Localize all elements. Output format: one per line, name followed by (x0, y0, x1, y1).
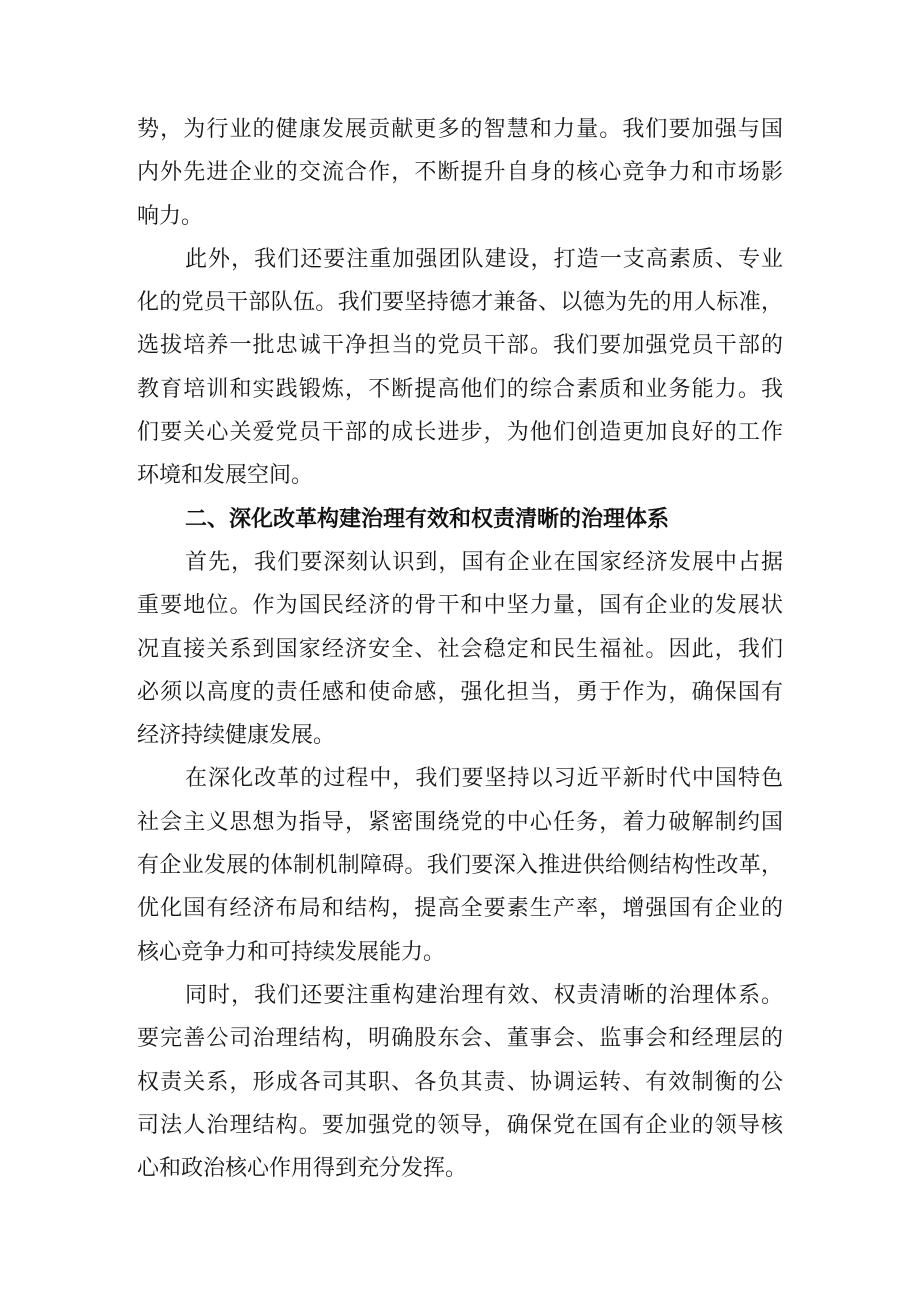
text-line: 心和政治核心作用得到充分发挥。 (137, 1156, 468, 1182)
text-line: 司法人治理结构。要加强党的领导，确保党在国有企业的领导核 (137, 1112, 783, 1138)
text-line: 权责关系，形成各司其职、各负其责、协调运转、有效制衡的公 (137, 1069, 783, 1095)
text-line: 重要地位。作为国民经济的骨干和中坚力量，国有企业的发展状 (137, 593, 783, 619)
text-line: 首先，我们要深刻认识到，国有企业在国家经济发展中占据 (185, 549, 783, 575)
text-line: 们要关心关爱党员干部的成长进步，为他们创造更加良好的工作 (137, 420, 783, 446)
paragraph (137, 757, 783, 973)
text-line: 此外，我们还要注重加强团队建设，打造一支高素质、专业 (185, 246, 783, 272)
text-line: 有企业发展的体制机制障碍。我们要深入推进供给侧结构性改革， (137, 853, 783, 879)
text-line: 同时，我们还要注重构建治理有效、权责清晰的治理体系。 (185, 982, 783, 1008)
text-line: 响力。 (137, 203, 204, 229)
text-line: 必须以高度的责任感和使命感，强化担当，勇于作为，确保国有 (137, 679, 783, 705)
text-line: 社会主义思想为指导，紧密围绕党的中心任务，着力破解制约国 (137, 809, 783, 835)
text-line: 教育培训和实践锻炼，不断提高他们的综合素质和业务能力。我 (137, 376, 783, 402)
paragraph (137, 541, 783, 757)
text-line: 环境和发展空间。 (137, 463, 314, 489)
text-line: 核心竞争力和可持续发展能力。 (137, 939, 446, 965)
text-line: 在深化改革的过程中，我们要坚持以习近平新时代中国特色 (185, 766, 783, 792)
text-line: 优化国有经济布局和结构，提高全要素生产率，增强国有企业的 (137, 896, 783, 922)
text-line: 内外先进企业的交流合作，不断提升自身的核心竞争力和市场影 (137, 160, 783, 186)
paragraph (137, 108, 783, 238)
text-line: 化的党员干部队伍。我们要坚持德才兼备、以德为先的用人标准， (137, 290, 783, 316)
paragraph (137, 974, 783, 1190)
text-line: 势，为行业的健康发展贡献更多的智慧和力量。我们要加强与国 (137, 117, 783, 142)
text-line: 要完善公司治理结构，明确股东会、董事会、监事会和经理层的 (137, 1026, 783, 1052)
paragraph (137, 238, 783, 498)
section-heading: 二、深化改革构建治理有效和权责清晰的治理体系 (185, 506, 670, 532)
document-body (137, 108, 783, 1190)
text-line: 况直接关系到国家经济安全、社会稳定和民生福祉。因此，我们 (137, 636, 783, 662)
text-line: 经济持续健康发展。 (137, 723, 336, 749)
text-line: 选拔培养一批忠诚干净担当的党员干部。我们要加强党员干部的 (137, 333, 783, 359)
